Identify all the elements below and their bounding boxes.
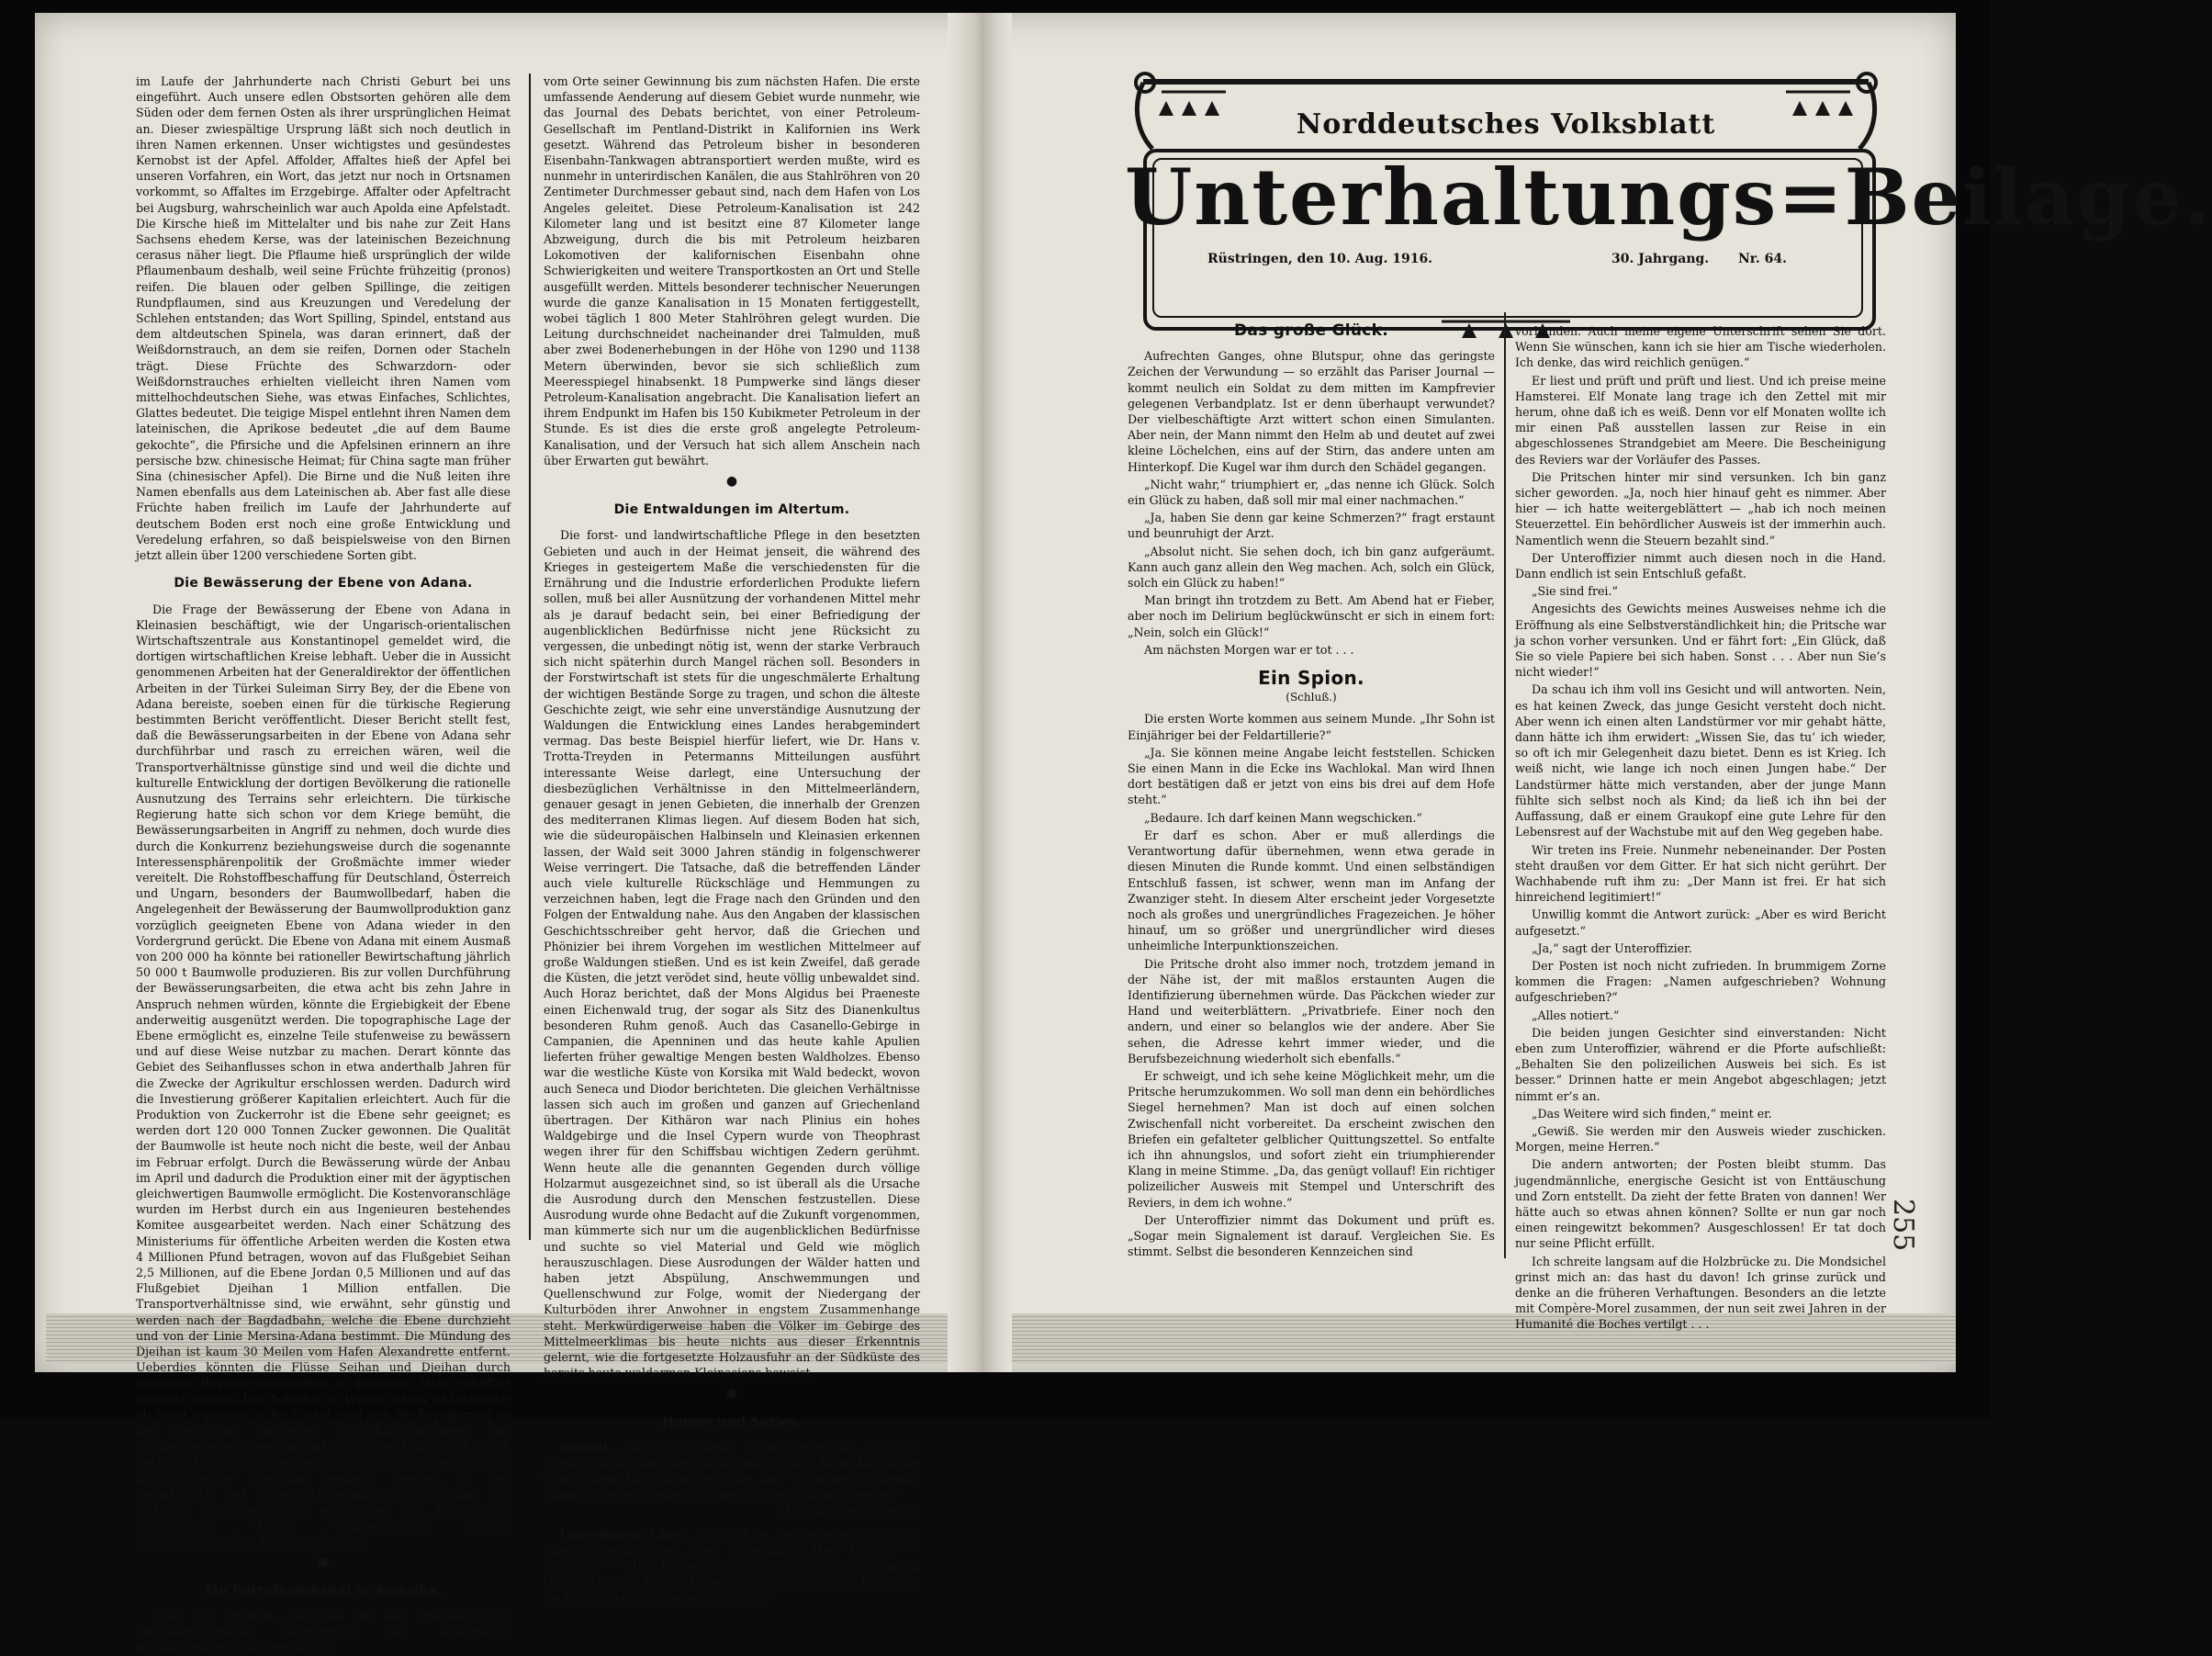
page-number: 255 xyxy=(1887,1199,1919,1252)
story-paragraph: Ich schreite langsam auf die Holzbrücke zu. Die Mondsichel grinst mich an: das hast du davon! Ich grinse zurück und denke an die früheren Verhaftungen. Besonders an die letzte mit Compère-Morel zusammen, der nun seit zwei Jahren in der Humanité die Boches vertilgt . . . xyxy=(1515,1254,1886,1332)
story-paragraph: Die beiden jungen Gesichter sind einverstanden: Nicht eben zum Unteroffizier, während er die Pforte aufschließt: „Behalten Sie den polizeilichen Ausweis bei sich. Es ist besser.“ Drinnen hatte er mein Angebot abgeschlagen; jetzt nimmt er’s an. xyxy=(1515,1025,1886,1103)
story-paragraph: Unwillig kommt die Antwort zurück: „Aber es wird Bericht aufgesetzt.“ xyxy=(1515,907,1886,938)
issue-number: Nr. 64. xyxy=(1738,252,1787,266)
right-column-1 xyxy=(1128,323,1495,1265)
book-gutter xyxy=(948,13,1012,1372)
joke-lead: Gemütl. xyxy=(560,1440,612,1455)
masthead xyxy=(1125,64,2212,340)
joke-lead: Unverfroren. Chef: xyxy=(560,1526,685,1541)
article-heading: Die Entwaldungen im Altertum. xyxy=(613,502,850,518)
left-column-1 xyxy=(136,73,511,1655)
article-heading: Die Bewässerung der Ebene von Adana. xyxy=(174,576,473,591)
story-paragraph: Er liest und prüft und prüft und liest. Und ich preise meine Hamsterei. Elf Monate lang trage ich den Zettel mit mir herum, ohne daß ich es weiß. Denn vor elf Monaten wollte ich mir einen Paß ausstellen lassen zur Reise in ein abgeschlossenes Strandgebiet am Meere. Die Bescheinigung des Reviers war der Vorläufer des Passes. xyxy=(1515,373,1886,467)
issue-date: Rüstringen, den 10. Aug. 1916. xyxy=(1207,252,1433,266)
story-paragraph: Man bringt ihn trotzdem zu Bett. Am Abend hat er Fieber, aber noch im Delirium beglückwünscht er sich in einem fort: „Nein, solch ein Glück!“ xyxy=(1128,593,1495,639)
story-paragraph: Die ersten Worte kommen aus seinem Munde. „Ihr Sohn ist Einjähriger bei der Feldartillerie?“ xyxy=(1128,712,1495,742)
story-paragraph: „Bedaure. Ich darf keinen Mann wegschicken.“ xyxy=(1144,810,1422,825)
left-column-2 xyxy=(544,73,920,1605)
supplement-title: Unterhaltungs=Beilage. xyxy=(1125,152,2212,242)
story-paragraph: „Nicht wahr,“ triumphiert er, „das nenne ich Glück. Solch ein Glück zu haben, daß soll mir mal einer nachmachen.“ xyxy=(1128,477,1495,508)
story-paragraph: „Ja,“ sagt der Unteroffizier. xyxy=(1532,941,1692,955)
story-paragraph: „Ja. Sie können meine Angabe leicht feststellen. Schicken Sie einen Mann in die Ecke ins Wachlokal. Man wird Ihnen dort bestätigen daß er jetzt von eins bis drei auf dem Hofe steht.“ xyxy=(1128,745,1495,807)
joke-text: „Sie sind im Besitze einer Fettkarte, einer Butterkarte und einer Fleischkarte, Herr Müller?“ — „Freilich!“ — „Hm, hm, wollen Sie mir die nicht zur Verfügung stellen, bei dem kleinen Gehalt, das ich Ihnen zahle, haben Sie doch gewiß keine Verwendung dafür?“ xyxy=(544,1526,920,1605)
masthead-top-bar xyxy=(1143,79,1869,84)
section-separator: ● xyxy=(317,1554,330,1570)
article-heading: Ein Petroleumkanal in Amerika. xyxy=(204,1583,443,1598)
joke-text: „Wenn ich meinen Mann ärgern will, rede ich immer von vergangenen Zeiten, wie er noch beim Augustiner täglich seine Kalbshaxen gegessen hat.“ — „Wenn ich meinen Mann ärgern will, rede ich immer von den Zukunftssteuern!“ xyxy=(544,1440,920,1503)
story-paragraph: „Gewiß. Sie werden mir den Ausweis wieder zuschicken. Morgen, meine Herren.“ xyxy=(1515,1123,1886,1155)
story-paragraph: Er darf es schon. Aber er muß allerdings die Verantwortung dafür übernehmen, wenn etwa gerade in diesen Minuten die Runde kommt. Und einen selbständigen Entschluß fassen, ist schwer, wenn man im Anfang der Zwanziger steht. In diesem Alter erscheint jeder Vorgesetzte noch als großes und unergründliches Fragezeichen. Je höher hinauf, um so größer und unergründlicher wird dieses unheimliche Interpunktionszeichen. xyxy=(1128,828,1495,953)
story-paragraph: „Das Weitere wird sich finden,“ meint er. xyxy=(1532,1106,1772,1121)
story-subtitle: (Schluß.) xyxy=(1286,691,1337,704)
volume-year: 30. Jahrgang. xyxy=(1611,252,1710,266)
story-title: Ein Spion. xyxy=(1258,667,1364,690)
story-paragraph: Die Pritschen hinter mir sind versunken. Ich bin ganz sicher geworden. „Ja, noch hier hinauf geht es nimmer. Aber hier — ich hatte weitergeblättert — „hab ich noch meinen Steuerzettel. Ein behördlicher Ausweis ist der immerhin auch. Namentlich wenn die Steuern bezahlt sind.“ xyxy=(1515,469,1886,547)
story-paragraph: vorhanden. Auch meine eigene Unterschrift sehen Sie dort. Wenn Sie wünschen, kann ich sie hier am Tische wiederholen. Ich denke, das wird reichlich genügen.“ xyxy=(1515,324,1886,370)
story-paragraph: Die Pritsche droht also immer noch, trotzdem jemand in der Nähe ist, der mit maßlos erstaunten Augen die Identifizierung übernehmen würde. Das Päckchen wieder zur Hand und weiterblättern. „Privatbriefe. Einer noch den andern, und einer so belanglos wie der andere. Aber Sie sehen, die Adresse kehrt immer wieder, und die Berufsbezeichnung wiederholt sich ebenfalls.“ xyxy=(1128,956,1495,1065)
story-paragraph: Der Unteroffizier nimmt das Dokument und prüft es. „Sogar mein Signalement ist darauf. Vergleichen Sie. Es stimmt. Selbst die besonderen Kennzeichen sind xyxy=(1128,1212,1495,1259)
story-paragraph: Da schau ich ihm voll ins Gesicht und will antworten. Nein, es hat keinen Zweck, das junge Gesicht versteht doch nicht. Aber wenn ich einen alten Landstürmer vor mir gehabt hätte, dann hätte ich ihm erwidert: „Wissen Sie, das tu’ ich wieder, so oft ich mir Gelegenheit dazu bietet. Denn es ist Krieg. Ich weiß nicht, wie lange ich noch einen Jungen habe.“ Der Landstürmer hätte mich verstanden, aber der junge Mann fühlte sich selbst noch als Kind; da ließ ich ihn bei der Auffassung, daß er einem Graukopf eine gute Lehre für den Lebensrest auf der Wachstube mit auf den Weg gegeben habe. xyxy=(1515,682,1886,839)
story-paragraph: Er schweigt, und ich sehe keine Möglichkeit mehr, um die Pritsche herumzukommen. Wo soll man denn ein behördliches Siegel hernehmen? Man ist doch auf einen solchen Zwischenfall nicht vorbereitet. Da erscheint zwischen den Briefen ein gefalteter gelblicher Quittungszettel. So entfalte ich ihn ahnungslos, und sofort zieht ein triumphierender Klang in meine Stimme. „Da, das genügt vollauf! Ein richtiger polizeilicher Ausweis mit Stempel und Unterschrift des Reviers, in dem ich wohne.“ xyxy=(1128,1068,1495,1210)
article-heading: Humor und Satire. xyxy=(662,1414,802,1430)
story-paragraph: Wir treten ins Freie. Nunmehr nebeneinander. Der Posten steht draußen vor dem Gitter. Er hat sich nicht gerührt. Der Wachhabende ruft ihm zu: „Der Mann ist frei. Er hat sich hinreichend legitimiert!“ xyxy=(1515,842,1886,905)
article-paragraph: Eine der größten Ausgaben in der amerikanischen Petroleumindustrie beansprucht die kostspielige Bahnbeförderung des Petroleums xyxy=(136,1609,511,1655)
article-paragraph: Die Frage der Bewässerung der Ebene von Adana in Kleinasien beschäftigt, wie der Ungarisch-orientalischen Wirtschaftszentrale aus Konstantinopel gemeldet wird, die dortigen wirtschaftlichen Kreise lebhaft. Ueber die in Aussicht genommenen Arbeiten hat der Generaldirektor der öffentlichen Arbeiten in der Türkei Suleiman Sirry Bey, der die Ebene von Adana bereiste, soeben einen für die türkische Regierung bestimmten Bericht veröffentlicht. Dieser Bericht stellt fest, daß die Bewässerungsarbeiten in der Ebene von Adana sehr durchführbar und rasch zu erreichen wären, weil die Transportverhältnisse günstige sind und weil die dichte und kulturelle Entwicklung der dortigen Bevölkerung die rationelle Ausnutzung des Terrains sehr erleichtern. Die türkische Regierung hatte sich schon vor dem Kriege bemüht, die Bewässerungsarbeiten in Angriff zu nehmen, doch wurde dies durch die Konkurrenz beziehungsweise durch die sogenannte Interessensphärenpolitik der Großmächte immer wieder vereitelt. Die Rohstoffbeschaffung für Deutschland, Österreich und Ungarn, besonders der Baumwollbedarf, haben die Angelegenheit der Bewässerung der Baumwollproduktion ganz vorzüglich geeigneten Ebene von Adana wieder in den Vordergrund gerückt. Die Ebene von Adana mit einem Ausmaß von 200 000 ha könnte bei rationeller Bewirtschaftung jährlich 50 000 t Baumwolle produzieren. Bis zur vollen Durchführung der Bewässerungsarbeiten, die etwa acht bis zehn Jahre in Anspruch nehmen würden, könnte die Ergiebigkeit der Ebene anderweitig ausgenützt werden. Die topographische Lage der Ebene ermöglicht es, einzelne Teile stufenweise zu bewässern und auf diese Weise nutzbar zu machen. Derart könnte das Gebiet des Seihanflusses schon in etwa anderthalb Jahren für die Zwecke der Agrikultur erschlossen werden. Dadurch wird die Investierung größerer Kapitalien erleichtert. Auch für die Produktion von Zuckerrohr ist die Ebene sehr geeignet; es werden dort 120 000 Tonnen Zucker gewonnen. Die Qualität der Baumwolle ist heute noch nicht die beste, weil der Anbau im Februar erfolgt. Durch die Bewässerung würde der Anbau im April und dadurch die Produktion einer mit der ägyptischen gleichwertigen Baumwolle ermöglicht. Die Kostenvoranschläge wurden im Herbst durch ein aus Ingenieuren bestehendes Komitee ausgearbeitet werden. Nach einer Schätzung des Ministeriums für öffentliche Arbeiten werden die Kosten etwa 4 Millionen Pfund betragen, wovon auf das Flußgebiet Seihan 2,5 Millionen, auf die Ebene Jordan 0,5 Millionen und auf das Flußgebiet Djeihan 1 Million entfallen. Die Transportverhältnisse sind, wie erwähnt, sehr günstig und werden nach der Bagdadbahn, welche die Ebene durchzieht und von der Linie Mersina-Adana bestimmt. Die Mündung des Djeihan ist kaum 30 Meilen vom Hafen Alexandrette entfernt. Ueberdies könnten die Flüsse Seihan und Djeihan durch geeignete Regulierungsarbeiten in größerem Maße schiffbar gemacht werden. Der Ackerbau in Wilajet Adana ist blühender als sonst irgendwo in der Türkei, weil sich die Bevölkerung an die Benutzung moderner Wirtschaftsmaschinen und Werkzeuge bereits gewöhnt hat. Die Wasserkräfte sind jedoch noch nicht genügend ausgenutzt und könnten für verschiedene Industriezwecke dienstbar gemacht werden, so der Tschakitbach und andere Abzweigungen des Seihan. Die türkische Regierung siedelt seit einiger Zeit die aus der europäischen Türkei eingewanderten besten mohammedanischen Elemente hier an. xyxy=(136,602,511,1549)
right-column-2 xyxy=(1515,323,1886,1332)
story-paragraph: Am nächsten Morgen war er tot . . . xyxy=(1144,642,1354,657)
story-paragraph: Der Unteroffizier nimmt auch diesen noch in die Hand. Dann endlich ist sein Entschluß gefaßt. xyxy=(1515,550,1886,581)
joke-source: (Meggendorfer Blätter.) xyxy=(780,1505,920,1520)
story-paragraph: Die andern antworten; der Posten bleibt stumm. Das jugendmännliche, energische Gesicht ist von Enttäuschung und Zorn entstellt. Da zieht der fette Braten von dannen! Wer hätte auch so etwas ahnen können? Sollte er nun gar noch einen reingewitzt bekommen? Ausgeschlossen! Er tat doch nur seine Pflicht erfüllt. xyxy=(1515,1157,1886,1251)
story-paragraph: Der Posten ist noch nicht zufrieden. In brummigem Zorne kommen die Fragen: „Namen aufgeschrieben? Wohnung aufgeschrieben?“ xyxy=(1515,958,1886,1005)
story-title: Das große Glück. xyxy=(1233,321,1389,340)
story-paragraph: Aufrechten Ganges, ohne Blutspur, ohne das geringste Zeichen der Verwundung — so erzählt das Pariser Journal — kommt neulich ein Soldat zu dem mitten im Kampfrevier gelegenen Verbandplatz. Ist er denn überhaupt verwundet? Der vielbeschäftigte Arzt wittert schon einen Simulanten. Aber nein, der Mann nimmt den Helm ab und deutet auf zwei kleine Löchelchen, eins auf der Stirn, das andere unten am Hinterkopf. Die Kugel war ihm durch den Schädel gegangen. xyxy=(1128,349,1495,474)
section-separator: ● xyxy=(725,474,738,490)
column-rule xyxy=(529,73,531,1240)
section-separator: ● xyxy=(725,1386,738,1402)
article-paragraph: vom Orte seiner Gewinnung bis zum nächsten Hafen. Die erste umfassende Aenderung auf diesem Gebiet wurde nunmehr, wie das Journal des Debats berichtet, von einer Petroleum-Gesellschaft im Pentland-Distrikt in Kalifornien ins Werk gesetzt. Während das Petroleum bisher in besonderen Eisenbahn-Tankwagen abtransportiert werden mußte, wird es nunmehr in unterirdischen Kanälen, die aus Stahlröhren von 20 Zentimeter Durchmesser gebaut sind, nach dem Hafen von Los Angeles geleitet. Diese Petroleum-Kanalisation ist 242 Kilometer lang und ist besitzt eine 87 Kilometer lange Abzweigung, durch die bis mit Petroleum heizbaren Lokomotiven der kalifornischen Eisenbahn ohne Schwierigkeiten und weitere Transportkosten an Ort und Stelle ausgefüllt werden. Mittels besonderer technischer Neuerungen wurde die ganze Kanalisation in 15 Monaten fertiggestellt, wobei täglich 1 800 Meter Stahlröhren gelegt wurden. Die Leitung durchschneidet nacheinander drei Talmulden, muß aber zwei Bodenerhebungen in der Höhe von 1290 und 1138 Metern überwinden, bevor sie sich schließlich zum Meeresspiegel hinabsenkt. 18 Pumpwerke sind längs dieser Petroleum-Kanalisation angebracht. Die Kanalisation liefert an ihrem Endpunkt im Hafen bis 150 Kubikmeter Petroleum in der Stunde. Es ist dies die erste groß angelegte Petroleum-Kanalisation, und der Versuch hat sich allem Anschein nach über Erwarten gut bewährt. xyxy=(544,74,920,468)
story-paragraph: „Absolut nicht. Sie sehen doch, ich bin ganz aufgeräumt. Kann auch ganz allein den Weg machen. Ach, solch ein Glück, solch ein Glück zu haben!“ xyxy=(1128,544,1495,591)
story-paragraph: „Ja, haben Sie denn gar keine Schmerzen?“ fragt erstaunt und beunruhigt der Arzt. xyxy=(1128,511,1495,541)
newspaper-name: Norddeutsches Volksblatt xyxy=(1296,108,1716,141)
story-paragraph: Angesichts des Gewichts meines Ausweises nehme ich die Eröffnung als eine Selbstverständlichkeit hin; die Pritsche war ja schon vorher versunken. Und er fährt fort: „Ein Glück, daß Sie so viele Papiere bei sich haben. Sonst . . . Aber nun Sie’s nicht wieder!“ xyxy=(1515,602,1886,680)
story-paragraph: „Alles notiert.“ xyxy=(1532,1008,1620,1022)
article-paragraph: im Laufe der Jahrhunderte nach Christi Geburt bei uns eingeführt. Auch unsere edlen Obstsorten gehören alle dem Süden oder dem fernen Osten als ihrer ursprünglichen Heimat an. Dieser zwiespältige Ursprung läßt sich noch deutlich in ihren Namen erkennen. Unser wichtigstes und gesündestes Kernobst ist der Apfel. Affolder, Affaltes hieß der Apfel bei unseren Vorfahren, ein Wort, das jetzt nur noch in Ortsnamen vorkommt, so Affaltes im Erzgebirge. Affalter oder Apfeltracht bei Augsburg, wahrscheinlich war auch Apolda eine Apfelstadt. Die Kirsche hieß im Mittelalter und bis nahe zur Zeit Hans Sachsens ehedem Kerse, was der lateinischen Bezeichnung cerasus näher liegt. Die Pflaume hieß ursprünglich der wilde Pflaumenbaum deshalb, weil seine Früchte frühzeitig (pronos) reifen. Die blauen oder gelben Spillinge, die zeitigen Rundpflaumen, sind aus Kreuzungen und Veredelung der Schlehen entstanden; das Wort Spilling, Spindel, entstand aus dem altdeutschen Spinela, was daran erinnert, daß der Weißdornstrauch, an dem sie reifen, Dornen oder Stacheln trägt. Diese Früchte des Schwarzdorn- oder Weißdornstrauches erhielten vielleicht ihren Namen vom mittelhochdeutschen Siehe, was etwas Einfaches, Schlichtes, Glattes bedeutet. Die teigige Mispel entlehnt ihren Namen dem lateinischen, die Aprikose bedeutet „die auf dem Baume gekochte“, die Pfirsiche und die Apfelsinen erinnern an ihre persische bzw. chinesische Heimat; für China sagte man früher Sina (chinesischer Apfel). Die Birne und die Nuß leiten ihre Namen ebenfalls aus dem Lateinischen ab. Aber fast alle diese Früchte haben freilich im Laufe der Jahrhunderte auf deutschem Boden erst noch eine große Entwicklung und Veredelung erfahren, so daß beispielsweise von den Birnen jetzt allein über 1200 verschiedene Sorten gibt. xyxy=(136,74,511,563)
article-paragraph: Die forst- und landwirtschaftliche Pflege in den besetzten Gebieten und auch in der Heimat jenseit, die während des Krieges in gesteigertem Maße die verschiedensten für die Ernährung und die Industrie erforderlichen Produkte liefern sollen, muß bei aller Ausnützung der vorhandenen Mittel mehr als je darauf bedacht sein, bei einer Befriedigung der augenblicklichen Bedürfnisse nicht jene Rücksicht zu vergessen, die unbedingt nötig ist, wenn der starke Verbrauch sich nicht späterhin durch Mangel rächen soll. Besonders in der Forstwirtschaft ist stets für die ungeschmälerte Erhaltung der wichtigen Bestände Sorge zu tragen, und schon die älteste Geschichte zeigt, wie sehr eine unverständige Ausnutzung der Waldungen die Entwicklung eines Landes herabgemindert vermag. Das beste Beispiel hierfür liefert, wie Dr. Hans v. Trotta-Treyden in Petermanns Mitteilungen ausführt interessante Weise darlegt, eine Untersuchung der diesbezüglichen Verhältnisse in den Mittelmeerländern, genauer gesagt in jenen Gebieten, die innerhalb der Grenzen des mediterranen Klimas liegen. Auf diesem Boden hat sich, wie die südeuropäischen Halbinseln und Kleinasien erkennen lassen, der Wald seit 3000 Jahren ständig in folgenschwerer Weise verringert. Die Tatsache, daß die betreffenden Länder auch viele kulturelle Rückschläge und Hemmungen zu verzeichnen haben, legt die Frage nach den Gründen und den Folgen der Entwaldung nahe. Aus den Angaben der klassischen Geschichtsschreiber geht hervor, daß die Griechen und Phönizier bei ihrem Vorgehen im westlichen Mittelmeer auf große Waldungen stießen. Und es ist kein Zweifel, daß gerade die Küsten, die jetzt verödet sind, heute völlig unbewaldet sind. Auch Horaz berichtet, daß der Mons Algidus bei Praeneste einen Eichenwald trug, der sogar als Sitz des Dianenkultus besonderen Ruhm genoß. Auch das Casanello-Gebirge in Campanien, die Apenninen und das heute kahle Apulien lieferten früher gewaltige Mengen besten Waldholzes. Ebenso war die westliche Küste von Korsika mit Wald bedeckt, wovon auch Seneca und Diodor berichteten. Die gleichen Verhältnisse lassen sich auch im großen und ganzen auf Griechenland übertragen. Der Kithäron war nach Plinius ein hohes Waldgebirge und die Insel Cypern wurde von Theophrast wegen ihrer für den Schiffsbau wichtigen Zedern gerühmt. Wenn heute alle die genannten Gegenden durch völlige Holzarmut ausgezeichnet sind, so ist überall als die Ursache die Ausrodung durch den Menschen festzustellen. Diese Ausrodung wurde ohne Bedacht auf die Zukunft vorgenommen, man kümmerte sich nur um die augenblicklichen Bedürfnisse und suchte so viel Material und Geld wie möglich herauszuschlagen. Diese Ausrodungen der Wälder hatten und haben jetzt Abspülung, Anschwemmungen und Quellenschwund zur Folge, womit der Niedergang der Kulturböden ihrer Anwohner in engstem Zusammenhange steht. Merkwürdigerweise haben die Völker im Gebirge des Mittelmeerklimas bis heute nichts aus dieser Erkenntnis gelernt, wie die fortgesetzte Holzausfuhr an der Südküste des bereits heute waldarmen Kleinasiens beweist. xyxy=(544,528,920,1380)
column-rule xyxy=(1504,312,1506,1258)
story-paragraph: „Sie sind frei.“ xyxy=(1532,584,1618,599)
